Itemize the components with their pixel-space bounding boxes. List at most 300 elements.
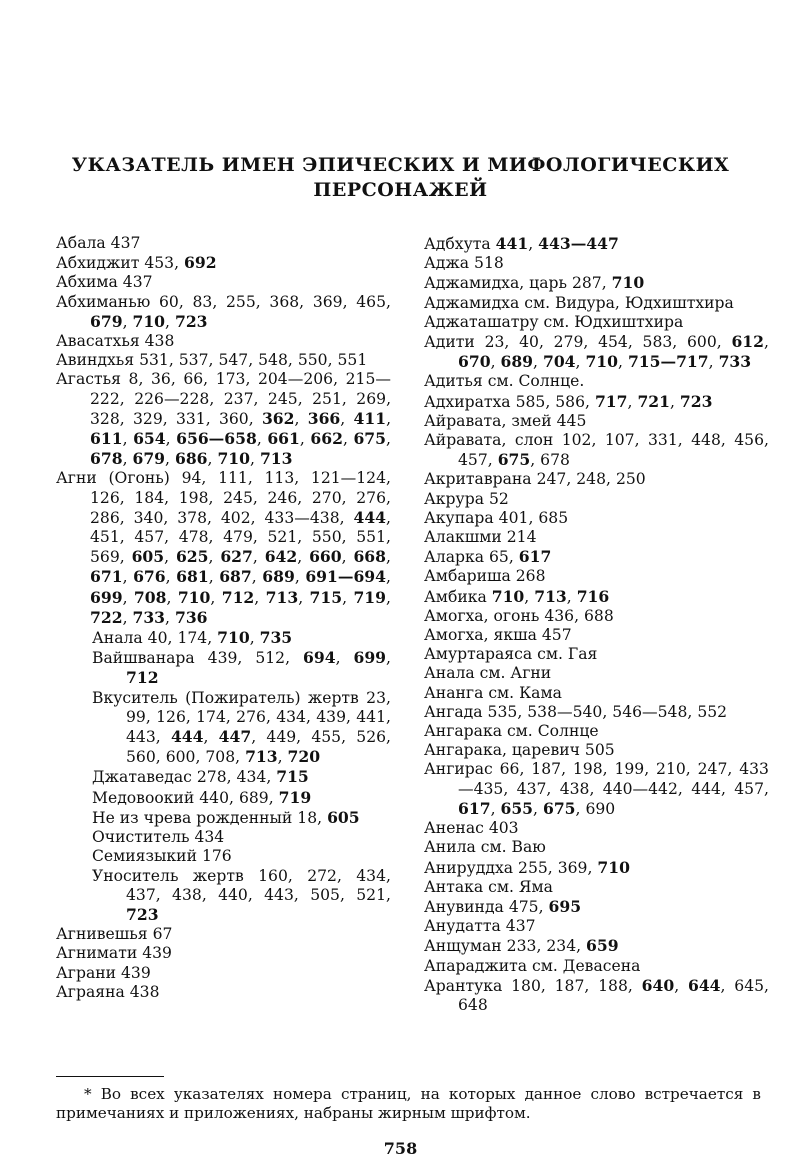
page-ref: 644 xyxy=(687,975,721,995)
page-ref: 180 xyxy=(511,976,541,995)
entry-name: Вайшванара xyxy=(92,649,195,668)
index-entry: Аларка 65, 617 xyxy=(424,547,552,567)
page-ref: 710 xyxy=(217,628,250,648)
page-title xyxy=(60,153,741,203)
page-ref: 518 xyxy=(474,254,504,273)
page-ref: 444 xyxy=(353,507,387,527)
page-ref: 65 xyxy=(489,548,509,567)
page-ref: 551 xyxy=(356,528,387,547)
index-entry: Вкуситель (Пожиратель) жертв 23, 99, 126, 174, 276, 434, 439, 441, 443, 444, 447, 449, 455, 526, 560, 600, 708, 713, 720 xyxy=(92,688,392,767)
page-ref: 733 xyxy=(718,352,752,372)
page-ref: 675 xyxy=(497,450,531,470)
page-ref: 675 xyxy=(353,429,387,449)
page-ref: 173 xyxy=(215,370,246,389)
page-ref: 457 xyxy=(134,528,165,547)
page-ref: 586 xyxy=(555,392,586,411)
page-ref: 188 xyxy=(598,976,628,995)
index-entry: Медовоокий 440, 689, 719 xyxy=(92,787,312,807)
page-ref: 712 xyxy=(221,587,255,607)
entry-name: Абхима xyxy=(56,273,118,292)
page-ref: 362 xyxy=(261,408,295,428)
entry-name: Медовоокий xyxy=(92,788,195,807)
page-ref: 689 xyxy=(500,352,534,372)
page-ref: 434 xyxy=(356,866,387,885)
page-ref: 270 xyxy=(311,488,342,507)
index-entry: Уноситель жертв 160, 272, 434, 437, 438, 440, 443, 505, 521, 723 xyxy=(92,866,391,924)
page-ref: 715 xyxy=(309,587,343,607)
entry-name: Авасатхья xyxy=(56,332,140,351)
page-ref: 715 xyxy=(276,767,309,787)
page-ref: 708 xyxy=(205,748,236,767)
page-ref: 531 xyxy=(139,351,169,370)
page-ref: 107 xyxy=(604,431,635,450)
page-ref: 329 xyxy=(132,409,163,428)
page-ref: 449 xyxy=(266,728,297,747)
page-ref: 174 xyxy=(177,629,208,648)
page-ref: 708 xyxy=(133,587,167,607)
page-ref: 454 xyxy=(598,333,628,352)
entry-name: Анувинда xyxy=(424,897,504,916)
page-ref: 710 xyxy=(177,587,211,607)
index-entry: Арантука 180, 187, 188, 640, 644, 645, 648 xyxy=(424,975,770,1014)
entry-name: Айравата, змей xyxy=(424,411,552,430)
page-ref: 40 xyxy=(519,333,539,352)
page-ref: 710 xyxy=(597,857,630,877)
entry-name: Амуртараяса см. Гая xyxy=(424,645,598,664)
page-ref: 448 xyxy=(691,431,721,450)
entry-name: Аларка xyxy=(424,548,485,567)
page-ref: 521 xyxy=(267,528,298,547)
page-ref: 176 xyxy=(201,847,232,866)
entry-name: Очиститель xyxy=(92,828,190,847)
index-entry xyxy=(424,722,769,741)
page-ref: 66 xyxy=(499,760,520,779)
entry-name: Аджаташатру см. Юдхиштхира xyxy=(424,312,684,331)
page-ref: 434 xyxy=(236,768,267,787)
index-entry xyxy=(424,372,769,391)
page-ref: 686 xyxy=(174,449,208,469)
page-ref: 710 xyxy=(132,311,166,331)
page-ref: 505 xyxy=(584,741,615,760)
page-ref: 681 xyxy=(176,567,209,587)
page-ref: 645 xyxy=(734,976,765,995)
index-entry xyxy=(424,528,769,547)
page-ref: 687 xyxy=(219,567,252,587)
page-ref: 187 xyxy=(531,760,562,779)
page-ref: 250 xyxy=(615,470,646,489)
page-ref: 457 xyxy=(458,451,488,470)
page-ref: 255 xyxy=(225,292,256,311)
page-ref: 547 xyxy=(218,351,249,370)
index-entry xyxy=(56,273,391,292)
index-entry xyxy=(56,925,391,944)
page-ref: 248 xyxy=(576,470,607,489)
index-entry xyxy=(56,983,391,1002)
entry-name: Амогха, якша xyxy=(424,626,537,645)
page-ref: 245 xyxy=(223,488,253,507)
page-ref: 268 xyxy=(515,567,546,586)
index-entry: Абхиманью 60, 83, 255, 368, 369, 465, 679, 710, 723 xyxy=(56,292,391,331)
entry-name: Аграни xyxy=(56,963,117,982)
entry-name: Абхиманью xyxy=(56,292,151,311)
page-ref: 538—540 xyxy=(527,702,603,721)
page-ref: 214 xyxy=(506,528,537,547)
page-ref: 331 xyxy=(175,409,206,428)
page-ref: 695 xyxy=(548,896,582,916)
page-ref: 526 xyxy=(356,728,387,747)
entry-name: Адитья см. Солнце. xyxy=(424,372,585,391)
page-ref: 40 xyxy=(147,629,168,648)
entry-name: Авиндхья xyxy=(56,351,135,370)
page-ref: 642 xyxy=(264,547,298,567)
page-ref: 437 xyxy=(516,779,547,798)
entry-name: Адхиратха xyxy=(424,392,511,411)
page-ref: 699 xyxy=(353,648,387,668)
page-ref: 654 xyxy=(133,429,166,449)
index-entry xyxy=(56,944,391,963)
page-ref: 689 xyxy=(262,567,295,587)
page-ref: 440 xyxy=(199,788,230,807)
index-entry: Джатаведас 278, 434, 715 xyxy=(92,767,309,787)
index-entry xyxy=(424,313,769,332)
page-ref: 605 xyxy=(131,547,165,567)
page-ref: 689 xyxy=(238,788,269,807)
page-ref: 111 xyxy=(218,469,248,488)
page-ref: 433—438 xyxy=(264,508,340,527)
page-ref: 710 xyxy=(585,352,619,372)
page-ref: 512 xyxy=(255,649,286,668)
index-entry: Акритаврана 247, 248, 250 xyxy=(424,470,646,489)
entry-name: Аджамидха см. Видура, Юдхиштхира xyxy=(424,293,734,312)
page-ref: 36 xyxy=(150,370,171,389)
page-ref: 713 xyxy=(259,449,293,469)
page-ref: 439 xyxy=(316,707,346,726)
page-ref: 699 xyxy=(90,587,123,607)
page-ref: 102 xyxy=(561,431,592,450)
page-ref: 548 xyxy=(258,351,288,370)
page-ref: 451 xyxy=(90,528,120,547)
page-ref: 670 xyxy=(458,352,491,372)
page-ref: 246 xyxy=(267,488,298,507)
index-entry: Ангирас 66, 187, 198, 199, 210, 247, 433—435, 437, 438, 440—442, 444, 457, 617, 655, 675, 690 xyxy=(424,760,769,818)
page-ref: 612 xyxy=(731,332,764,352)
page-ref: 735 xyxy=(259,628,293,648)
page-ref: 678 xyxy=(90,449,123,469)
page-ref: 713 xyxy=(534,586,567,606)
page-ref: 436 xyxy=(544,606,575,625)
entry-name: Агнивешья xyxy=(56,925,148,944)
page-ref: 552 xyxy=(697,702,728,721)
index-entry: Акупара 401, 685 xyxy=(424,508,569,527)
page-ref: 710 xyxy=(217,449,251,469)
page-ref: 723 xyxy=(679,391,713,411)
page-ref: 617 xyxy=(458,798,491,818)
page-ref: 440 xyxy=(218,885,248,904)
page-ref: 710 xyxy=(491,586,525,606)
page-ref: 251 xyxy=(312,389,342,408)
entry-name: Джатаведас xyxy=(92,768,192,787)
entry-name: Агни (Огонь) xyxy=(56,469,170,488)
page-ref: 691—694 xyxy=(305,567,387,587)
page-ref: 655 xyxy=(500,798,534,818)
page-ref: 550 xyxy=(311,528,342,547)
page-ref: 659 xyxy=(586,936,619,956)
page-ref: 675 xyxy=(542,798,576,818)
page-ref: 184 xyxy=(134,488,165,507)
page-ref: 187 xyxy=(554,976,585,995)
entry-name: Адити xyxy=(424,333,475,352)
page-ref: 692 xyxy=(184,253,217,273)
page-ref: 453 xyxy=(144,254,175,273)
index-entry: Адбхута 441, 443—447 xyxy=(424,234,619,253)
index-entry xyxy=(424,567,769,586)
index-entry: Адхиратха 585, 586, 717, 721, 723 xyxy=(424,391,713,411)
page-ref: 660 xyxy=(309,547,342,567)
page-ref: 23 xyxy=(484,333,505,352)
page-ref: 600 xyxy=(165,748,196,767)
index-entry: Не из чрева рожденный 18, 605 xyxy=(92,807,360,827)
page-ref: 245 xyxy=(267,389,298,408)
page-ref: 8 xyxy=(128,370,139,389)
page-ref: 441 xyxy=(495,234,529,253)
entry-name: Ангарака см. Солнце xyxy=(424,722,599,741)
page-ref: 434 xyxy=(194,828,225,847)
index-entry xyxy=(424,490,769,509)
entry-name: Не из чрева рожденный xyxy=(92,808,293,827)
entry-name: Антака см. Яма xyxy=(424,877,553,896)
page-ref: 121—124 xyxy=(310,469,387,488)
entry-name: Амбариша xyxy=(424,567,511,586)
entry-name: Анируддха xyxy=(424,858,514,877)
entry-name: Абала xyxy=(56,234,106,252)
title-line-2: ПЕРСОНАЖЕЙ xyxy=(313,179,488,201)
page-ref: 445 xyxy=(556,411,587,430)
page-ref: 722 xyxy=(90,607,123,627)
entry-name: Акупара xyxy=(424,508,494,527)
page-ref: 611 xyxy=(90,429,123,449)
page-ref: 719 xyxy=(353,587,386,607)
page-ref: 723 xyxy=(174,311,208,331)
entry-name: Аграяна xyxy=(56,982,125,1001)
page-ref: 83 xyxy=(192,292,213,311)
index-entry xyxy=(424,664,769,683)
entry-name: Арантука xyxy=(424,976,503,995)
page-ref: 723 xyxy=(126,904,159,924)
page-ref: 640 xyxy=(641,975,675,995)
entry-name: Акритаврана xyxy=(424,470,532,489)
page-ref: 378 xyxy=(177,508,208,527)
page-ref: 411 xyxy=(353,408,387,428)
page-ref: 733 xyxy=(132,607,166,627)
page-ref: 438 xyxy=(172,885,202,904)
page-ref: 439 xyxy=(207,649,238,668)
index-entry: Анщуман 233, 234, 659 xyxy=(424,936,619,956)
page-ref: 204—206 xyxy=(257,370,334,389)
entry-name: Семиязыкий xyxy=(92,847,197,866)
page-ref: 717 xyxy=(594,391,628,411)
index-entry: Вайшванара 439, 512, 694, 699, 712 xyxy=(92,648,391,688)
page-ref: 437 xyxy=(126,885,156,904)
index-entry: Айравата, слон 102, 107, 331, 448, 456, 457, 675, 678 xyxy=(424,431,769,470)
page-ref: 455 xyxy=(311,728,342,747)
index-entry xyxy=(424,838,769,857)
entry-name: Аджа xyxy=(424,254,470,273)
page-ref: 617 xyxy=(518,547,552,567)
page-ref: 678 xyxy=(540,451,570,470)
page-ref: 439 xyxy=(121,963,151,982)
page-ref: 440—442 xyxy=(602,779,678,798)
page-ref: 679 xyxy=(132,449,166,469)
page-ref: 736 xyxy=(174,607,208,627)
index-entry xyxy=(424,684,769,703)
page-ref: 276 xyxy=(356,488,387,507)
page-ref: 441 xyxy=(356,707,387,726)
index-entry: Ангада 535, 538—540, 546—548, 552 xyxy=(424,702,728,721)
page-ref: 437 xyxy=(505,917,536,936)
page-ref: 247 xyxy=(697,760,728,779)
page-ref: 439 xyxy=(142,944,172,963)
index-entry xyxy=(424,254,769,273)
page-ref: 505 xyxy=(310,885,340,904)
page-ref: 247 xyxy=(536,470,567,489)
page-ref: 369 xyxy=(557,858,588,877)
page-ref: 174 xyxy=(196,707,226,726)
page-ref: 465 xyxy=(356,292,387,311)
page-ref: 662 xyxy=(310,429,343,449)
page-ref: 360 xyxy=(218,409,249,428)
page-ref: 648 xyxy=(458,995,488,1014)
page-ref: 605 xyxy=(327,807,360,827)
page-ref: 627 xyxy=(220,547,253,567)
page-ref: 521 xyxy=(356,885,386,904)
entry-name: Ананга см. Кама xyxy=(424,683,562,702)
index-entry xyxy=(56,964,391,983)
index-entry: Агни (Огонь) 94, 111, 113, 121—124, 126, 184, 198, 245, 246, 270, 276, 286, 340, 378, 402, 433—438, 444, 451, 457, 478, 479, 521, 550, 551, 569, 605, 625, 627, 642, 660, 668, 671, 676, 681, 687, 689, 691—694, 699, 708, 710, 712, 713, 715, 719, 722, 733, 736 xyxy=(56,469,392,627)
page-ref: 676 xyxy=(133,567,166,587)
page-ref: 226—228 xyxy=(134,389,210,408)
index-entry xyxy=(424,645,769,664)
index-entry xyxy=(424,294,769,313)
page-ref: 434 xyxy=(276,707,306,726)
footnote-divider xyxy=(56,1076,164,1077)
page-ref: 478 xyxy=(178,528,209,547)
footnote: * Во всех указателях номера страниц, на которых данное слово встречается в примечаниях и приложениях, набраны жирным шрифтом. xyxy=(56,1085,761,1122)
page-ref: 272 xyxy=(307,866,337,885)
page-ref: 279 xyxy=(553,333,584,352)
entry-name: Вкуситель (Пожиратель) жертв xyxy=(92,688,359,707)
page-ref: 401 xyxy=(498,508,529,527)
page-ref: 433—435 xyxy=(458,760,769,798)
page-ref: 546—548 xyxy=(612,702,688,721)
index-entry xyxy=(424,741,769,760)
page-ref: 656—658 xyxy=(176,429,257,449)
page-ref: 198 xyxy=(178,488,209,507)
page-ref: 160 xyxy=(258,866,288,885)
page-ref: 625 xyxy=(175,547,209,567)
page-ref: 475 xyxy=(508,897,539,916)
entry-name: Ангирас xyxy=(424,760,493,779)
page-ref: 94 xyxy=(181,469,202,488)
title-line-1: УКАЗАТЕЛЬ ИМЕН ЭПИЧЕСКИХ И МИФОЛОГИЧЕСКИХ xyxy=(71,154,730,176)
page-ref: 438 xyxy=(144,332,175,351)
index-column-right xyxy=(424,234,769,1015)
page-ref: 715—717 xyxy=(627,352,709,372)
entry-name: Аджамидха, царь xyxy=(424,274,567,293)
entry-name: Айравата, слон xyxy=(424,431,554,450)
entry-name: Анщуман xyxy=(424,937,502,956)
page-ref: 457 xyxy=(734,779,765,798)
entry-name: Анила см. Ваю xyxy=(424,838,546,857)
index-entry: Амбика 710, 713, 716 xyxy=(424,586,610,606)
entry-name: Анала xyxy=(92,629,143,648)
index-entry xyxy=(56,332,391,351)
index-column-left xyxy=(56,234,391,1002)
page-ref: 704 xyxy=(542,352,576,372)
page-ref: 60 xyxy=(158,292,179,311)
page-ref: 585 xyxy=(515,392,546,411)
page-ref: 52 xyxy=(488,489,509,508)
page-ref: 18 xyxy=(297,808,318,827)
entry-name: Анудатта xyxy=(424,917,501,936)
page-ref: 444 xyxy=(170,727,204,747)
page-ref: 340 xyxy=(133,508,164,527)
page-ref: 583 xyxy=(642,333,673,352)
page-ref: 560 xyxy=(126,748,156,767)
page-ref: 237 xyxy=(223,389,254,408)
page-ref: 66 xyxy=(183,370,204,389)
page-ref: 535 xyxy=(487,702,518,721)
entry-name: Уноситель жертв xyxy=(92,866,244,885)
page-ref: 479 xyxy=(223,528,253,547)
page-ref: 402 xyxy=(220,508,251,527)
page-ref: 679 xyxy=(90,311,123,331)
page-ref: 550 xyxy=(297,351,328,370)
entry-name: Амогха, огонь xyxy=(424,606,540,625)
page-ref: 720 xyxy=(287,747,321,767)
page-ref: 99 xyxy=(126,707,146,726)
page-ref: 551 xyxy=(337,351,368,370)
page-ref: 447 xyxy=(218,727,252,747)
index-entry xyxy=(424,412,769,431)
page-ref: 126 xyxy=(156,707,186,726)
page-ref: 67 xyxy=(152,925,173,944)
index-entry: Анувинда 475, 695 xyxy=(424,896,582,916)
index-entry xyxy=(424,819,769,838)
page-ref: 286 xyxy=(90,508,120,527)
page-ref: 716 xyxy=(576,586,610,606)
entry-name: Анала см. Агни xyxy=(424,664,552,683)
entry-name: Абхиджит xyxy=(56,254,140,273)
index-entry xyxy=(56,828,391,847)
page-ref: 457 xyxy=(541,626,572,645)
page-ref: 368 xyxy=(269,292,300,311)
index-entry: Анируддха 255, 369, 710 xyxy=(424,857,630,877)
page-ref: 694 xyxy=(303,648,336,668)
entry-name: Агнимати xyxy=(56,944,138,963)
page-ref: 671 xyxy=(90,567,123,587)
page-ref: 23 xyxy=(366,688,387,707)
entry-name: Ангарака, царевич xyxy=(424,741,580,760)
index-entry xyxy=(424,878,769,897)
page-ref: 234 xyxy=(546,937,577,956)
page-ref: 443—447 xyxy=(538,234,619,253)
entry-name: Ангада xyxy=(424,702,483,721)
page-ref: 443 xyxy=(264,885,294,904)
page-ref: 713 xyxy=(265,587,299,607)
index-entry: Амогха, огонь 436, 688 xyxy=(424,606,614,625)
page-ref: 255 xyxy=(518,858,548,877)
index-entry xyxy=(424,957,769,976)
